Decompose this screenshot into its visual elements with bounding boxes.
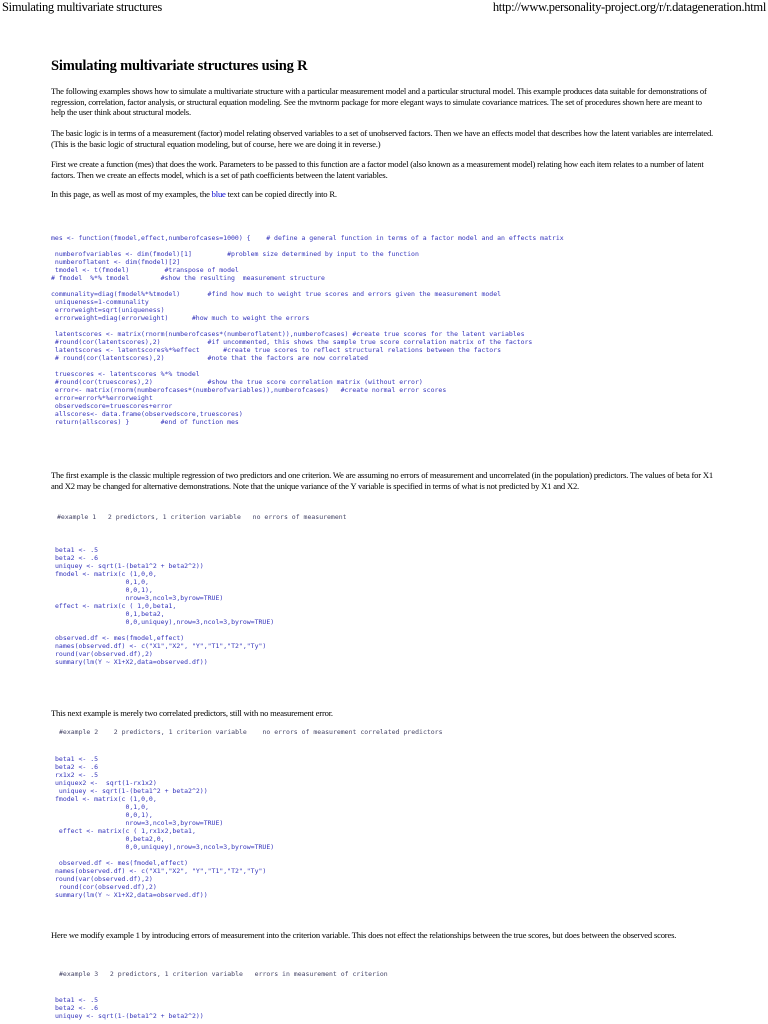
example2-comment[interactable]: #example 2 2 predictors, 1 criterion variable no errors of measurement correlated predictors	[59, 728, 443, 736]
header-page-title: Simulating multivariate structures	[2, 0, 162, 14]
intro-paragraph-3: First we create a function (mes) that does the work. Parameters to be passed to this function are a factor model (also known as a measurement model) relating how each item relates to a number of latent factors. Then we create an effects model, which is a set of path coefficients between the latent variables.	[51, 159, 704, 180]
intro-p4-before: In this page, as well as most of my examples, the	[51, 189, 212, 199]
example2-paragraph: This next example is merely two correlated predictors, still with no measurement error.	[51, 708, 333, 718]
intro-paragraph-1: The following examples shows how to simulate a multivariate structure with a particular measurement model and a particular structural model. This example produces data suitable for demonstrations of regression, correlation, factor analysis, or structural equation modeling. See the mvtnorm package for more elegant ways to simulate covariance matrices. The set of procedures shown here are meant to help the user think about structural models.	[51, 86, 707, 118]
article-title: Simulating multivariate structures using R	[51, 58, 308, 74]
intro-paragraph-4	[51, 189, 716, 200]
code-block-example1[interactable]: beta1 <- .5 beta2 <- .6 uniquey <- sqrt(1-(beta1^2 + beta2^2)) fmodel <- matrix(c (1,0,0, 0,1,0, 0,0,1), nrow=3,ncol=3,byrow=TRUE) effect <- matrix(c ( 1,0,beta1, 0,1,beta2, 0,0,uniquey),nrow=3,ncol=3,byrow=TRUE) observed.df <- mes(fmodel,effect) names(observed.df) <- c("X1","X2", "Y","T1","T2","Ty") round(var(observed.df),2) summary(lm(Y ~ X1+X2,data=observed.df))	[55, 546, 275, 666]
example3-comment[interactable]: #example 3 2 predictors, 1 criterion variable errors in measurement of criterion	[59, 970, 388, 978]
example3-paragraph: Here we modify example 1 by introducing errors of measurement into the criterion variable. This does not effect the relationships between the true scores, but does between the observed scores.	[51, 930, 677, 940]
intro-paragraph-2: The basic logic is in terms of a measurement (factor) model relating observed variables to a set of unobserved factors. Then we have an effects model that describes how the latent variables are interrelated. (This is the basic logic of structural equation modeling, but of course, here we are doing it in reverse.)	[51, 128, 713, 149]
code-block-example2[interactable]: beta1 <- .5 beta2 <- .6 rx1x2 <- .5 uniquex2 <- sqrt(1-rx1x2) uniquey <- sqrt(1-(beta1^2 + beta2^2)) fmodel <- matrix(c (1,0,0, 0,1,0, 0,0,1), nrow=3,ncol=3,byrow=TRUE) effect <- matrix(c ( 1,rx1x2,beta1, 0,beta2,0, 0,0,uniquey),nrow=3,ncol=3,byrow=TRUE) observed.df <- mes(fmodel,effect) names(observed.df) <- c("X1","X2", "Y","T1","T2","Ty") round(var(observed.df),2) round(cor(observed.df),2) summary(lm(Y ~ X1+X2,data=observed.df))	[55, 755, 275, 899]
header-url[interactable]: http://www.personality-project.org/r/r.datageneration.html	[492, 0, 766, 14]
code-block-example3[interactable]: beta1 <- .5 beta2 <- .6 uniquey <- sqrt(1-(beta1^2 + beta2^2))	[55, 996, 204, 1020]
blue-word: blue	[211, 189, 226, 199]
code-block-mes-function[interactable]: mes <- function(fmodel,effect,numberofcases=1000) { # define a general function in terms of a factor model and an effects matrix numberofvariables <- dim(fmodel)[1] #problem size determined by input to the function numberoflatent <- dim(fmodel)[2] tmodel <- t(fmodel) #transpose of model # fmodel %*% tmodel #show the resulting measurement structure communality=diag(fmodel%*%tmodel) #find how much to weight true scores and errors given the measurement model uniqueness=1-communality errorweight=sqrt(uniqueness) errorweight=diag(errorweight) #how much to weight the errors latentscores <- matrix(rnorm(numberofcases*(numberoflatent)),numberofcases) #create true scores for the latent variables #round(cor(latentscores),2) #if uncommented, this shows the sample true score correlation matrix of the factors latentscores <- latentscores%*%effect #create true scores to reflect structural relations between the factors # round(cor(latentscores),2) #note that the factors are now correlated truescores <- latentscores %*% tmodel #round(cor(truescores),2) #show the true score correlation matrix (without error) error<- matrix(rnorm(numberofcases*(numberofvariables)),numberofcases) #create normal error scores error=error%*%errorweight observedscore=truescores+error allscores<- data.frame(observedscore,truescores) return(allscores) } #end of function mes	[51, 234, 564, 426]
example1-comment[interactable]: #example 1 2 predictors, 1 criterion variable no errors of measurement	[57, 513, 347, 521]
example1-paragraph: The first example is the classic multiple regression of two predictors and one criterion. We are assuming no errors of measurement and uncorrelated (in the population) predictors. The values of beta for X1 and X2 may be changed for alternative demonstrations. Note that the unique variance of the Y variable is specified in terms of what is not predicted by X1 and X2.	[51, 470, 713, 491]
intro-p4-after: text can be copied directly into R.	[225, 189, 337, 199]
